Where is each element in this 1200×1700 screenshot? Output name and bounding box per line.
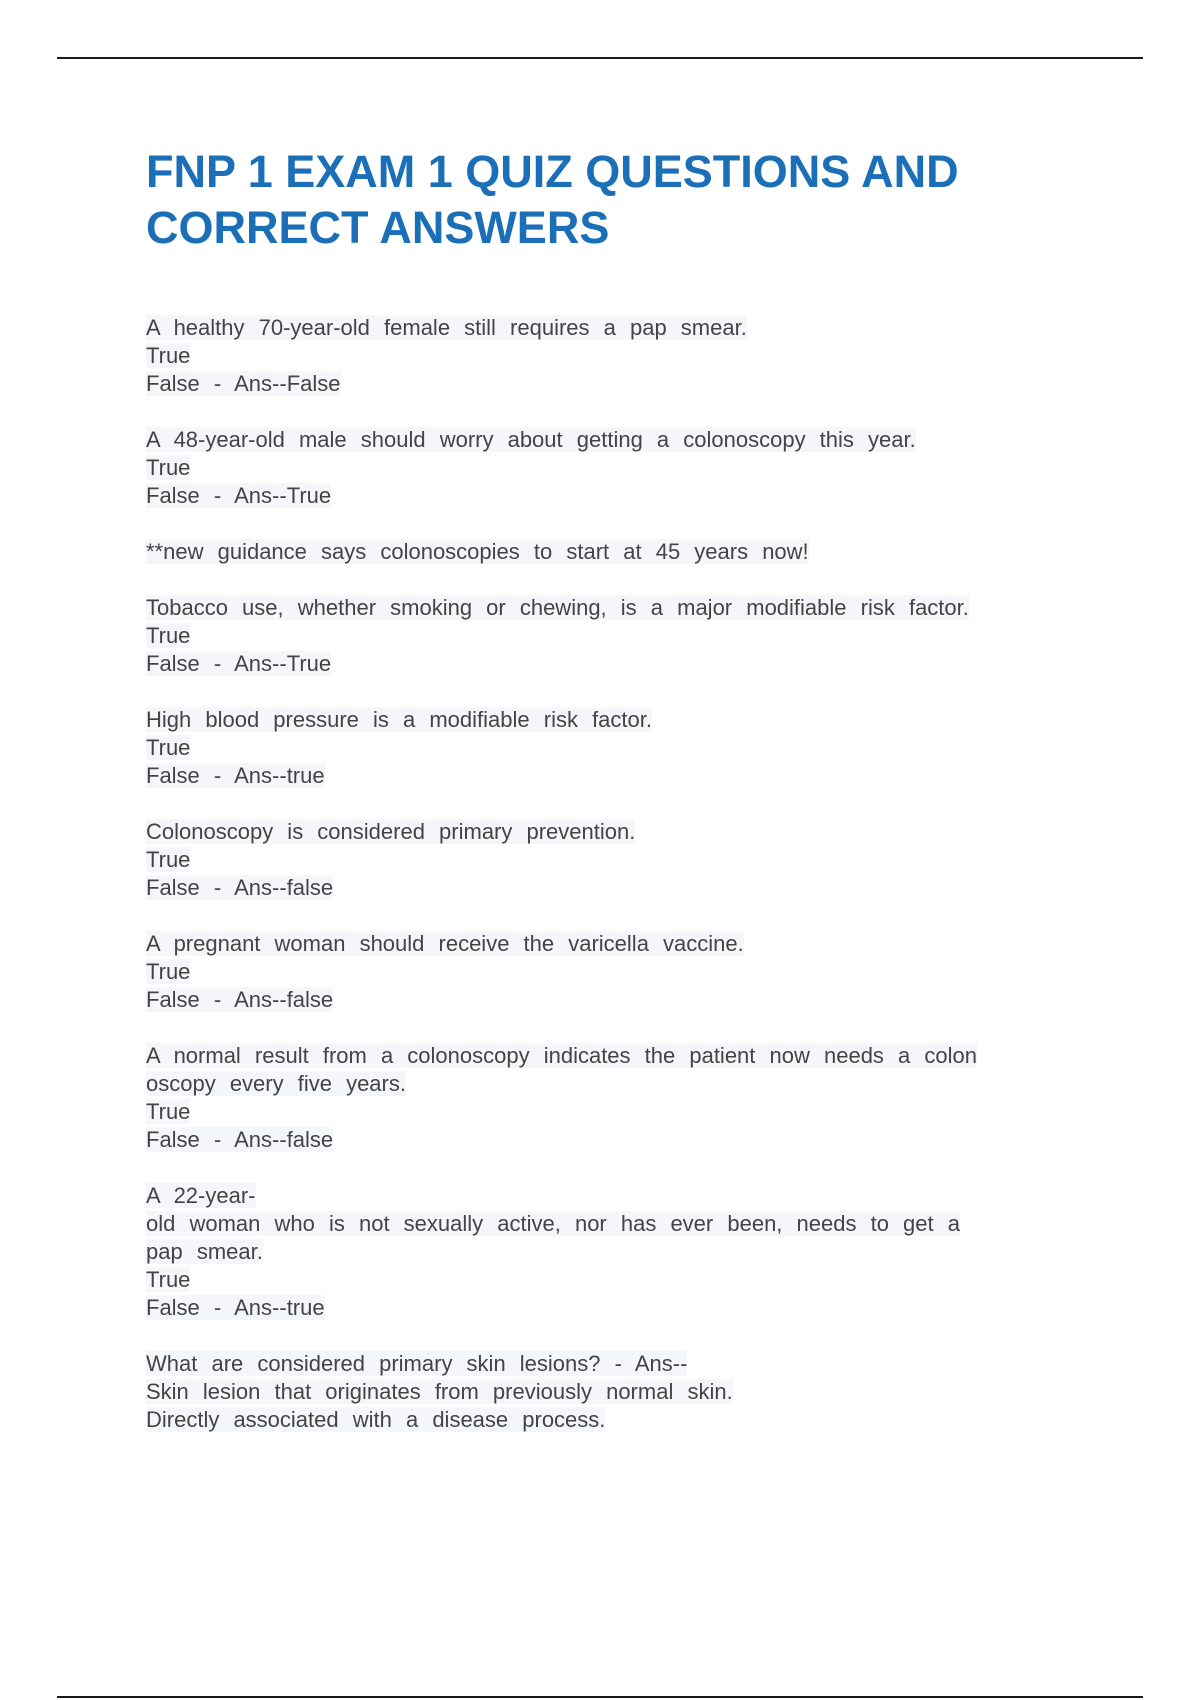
question-line (146, 706, 1086, 734)
question-text: True (146, 847, 191, 872)
title-line-1: FNP 1 EXAM 1 QUIZ QUESTIONS AND (146, 146, 959, 197)
question-text: False - Ans--True (146, 651, 332, 676)
question-line (146, 734, 1086, 762)
question-list (146, 314, 1086, 1434)
question-line (146, 650, 1086, 678)
question-text: Colonoscopy is considered primary prevention. (146, 819, 636, 844)
question-text: True (146, 455, 191, 480)
question-line (146, 874, 1086, 902)
question-text: A 48-year-old male should worry about getting a colonoscopy this year. (146, 427, 916, 452)
question-line (146, 986, 1086, 1014)
question-text: oscopy every five years. (146, 1071, 406, 1096)
question-line (146, 762, 1086, 790)
question-text: A normal result from a colonoscopy indicates the patient now needs a colon (146, 1043, 977, 1068)
question-text: False - Ans--true (146, 1295, 325, 1320)
question-text: Skin lesion that originates from previously normal skin. (146, 1379, 733, 1404)
question-line (146, 314, 1086, 342)
question-text: Tobacco use, whether smoking or chewing, is a major modifiable risk factor. (146, 595, 969, 620)
question-line (146, 818, 1086, 846)
question-line (146, 930, 1086, 958)
title-line-2: CORRECT ANSWERS (146, 202, 610, 253)
question-line (146, 1098, 1086, 1126)
question-line (146, 1042, 1086, 1070)
question-line (146, 1294, 1086, 1322)
question-line (146, 958, 1086, 986)
question-line (146, 342, 1086, 370)
question-text: False - Ans--false (146, 987, 334, 1012)
question-item (146, 426, 1086, 510)
question-text: True (146, 623, 191, 648)
question-text: pap smear. (146, 1239, 263, 1264)
question-line (146, 846, 1086, 874)
question-item (146, 818, 1086, 902)
document-title (146, 144, 1086, 256)
question-text: High blood pressure is a modifiable risk factor. (146, 707, 652, 732)
question-line (146, 1126, 1086, 1154)
question-text: A pregnant woman should receive the varicella vaccine. (146, 931, 744, 956)
question-text: True (146, 1099, 191, 1124)
question-line (146, 1070, 1086, 1098)
question-line (146, 426, 1086, 454)
question-item (146, 538, 1086, 566)
question-line (146, 1210, 1086, 1238)
question-text: False - Ans--True (146, 483, 332, 508)
top-rule (57, 57, 1143, 59)
document-body (146, 144, 1086, 1462)
question-text: Directly associated with a disease process. (146, 1407, 606, 1432)
question-text: True (146, 343, 191, 368)
question-text: What are considered primary skin lesions? - Ans-- (146, 1351, 688, 1376)
question-text: False - Ans--true (146, 763, 325, 788)
question-item (146, 314, 1086, 398)
question-item (146, 1182, 1086, 1322)
question-text: A healthy 70-year-old female still requires a pap smear. (146, 315, 747, 340)
question-line (146, 454, 1086, 482)
question-text: False - Ans--false (146, 1127, 334, 1152)
question-text: True (146, 959, 191, 984)
question-line (146, 1378, 1086, 1406)
question-text: old woman who is not sexually active, nor has ever been, needs to get a (146, 1211, 960, 1236)
question-text: A 22-year- (146, 1183, 256, 1208)
question-text: False - Ans--False (146, 371, 341, 396)
question-line (146, 1182, 1086, 1210)
bottom-rule (57, 1696, 1143, 1698)
question-text: True (146, 1267, 191, 1292)
question-item (146, 930, 1086, 1014)
question-line (146, 1406, 1086, 1434)
question-line (146, 1350, 1086, 1378)
question-item (146, 706, 1086, 790)
question-line (146, 594, 1086, 622)
question-line (146, 538, 1086, 566)
question-line (146, 370, 1086, 398)
question-text: **new guidance says colonoscopies to start at 45 years now! (146, 539, 809, 564)
question-item (146, 1350, 1086, 1434)
question-line (146, 622, 1086, 650)
question-item (146, 1042, 1086, 1154)
question-line (146, 482, 1086, 510)
question-line (146, 1238, 1086, 1266)
question-line (146, 1266, 1086, 1294)
question-text: True (146, 735, 191, 760)
question-item (146, 594, 1086, 678)
question-text: False - Ans--false (146, 875, 334, 900)
